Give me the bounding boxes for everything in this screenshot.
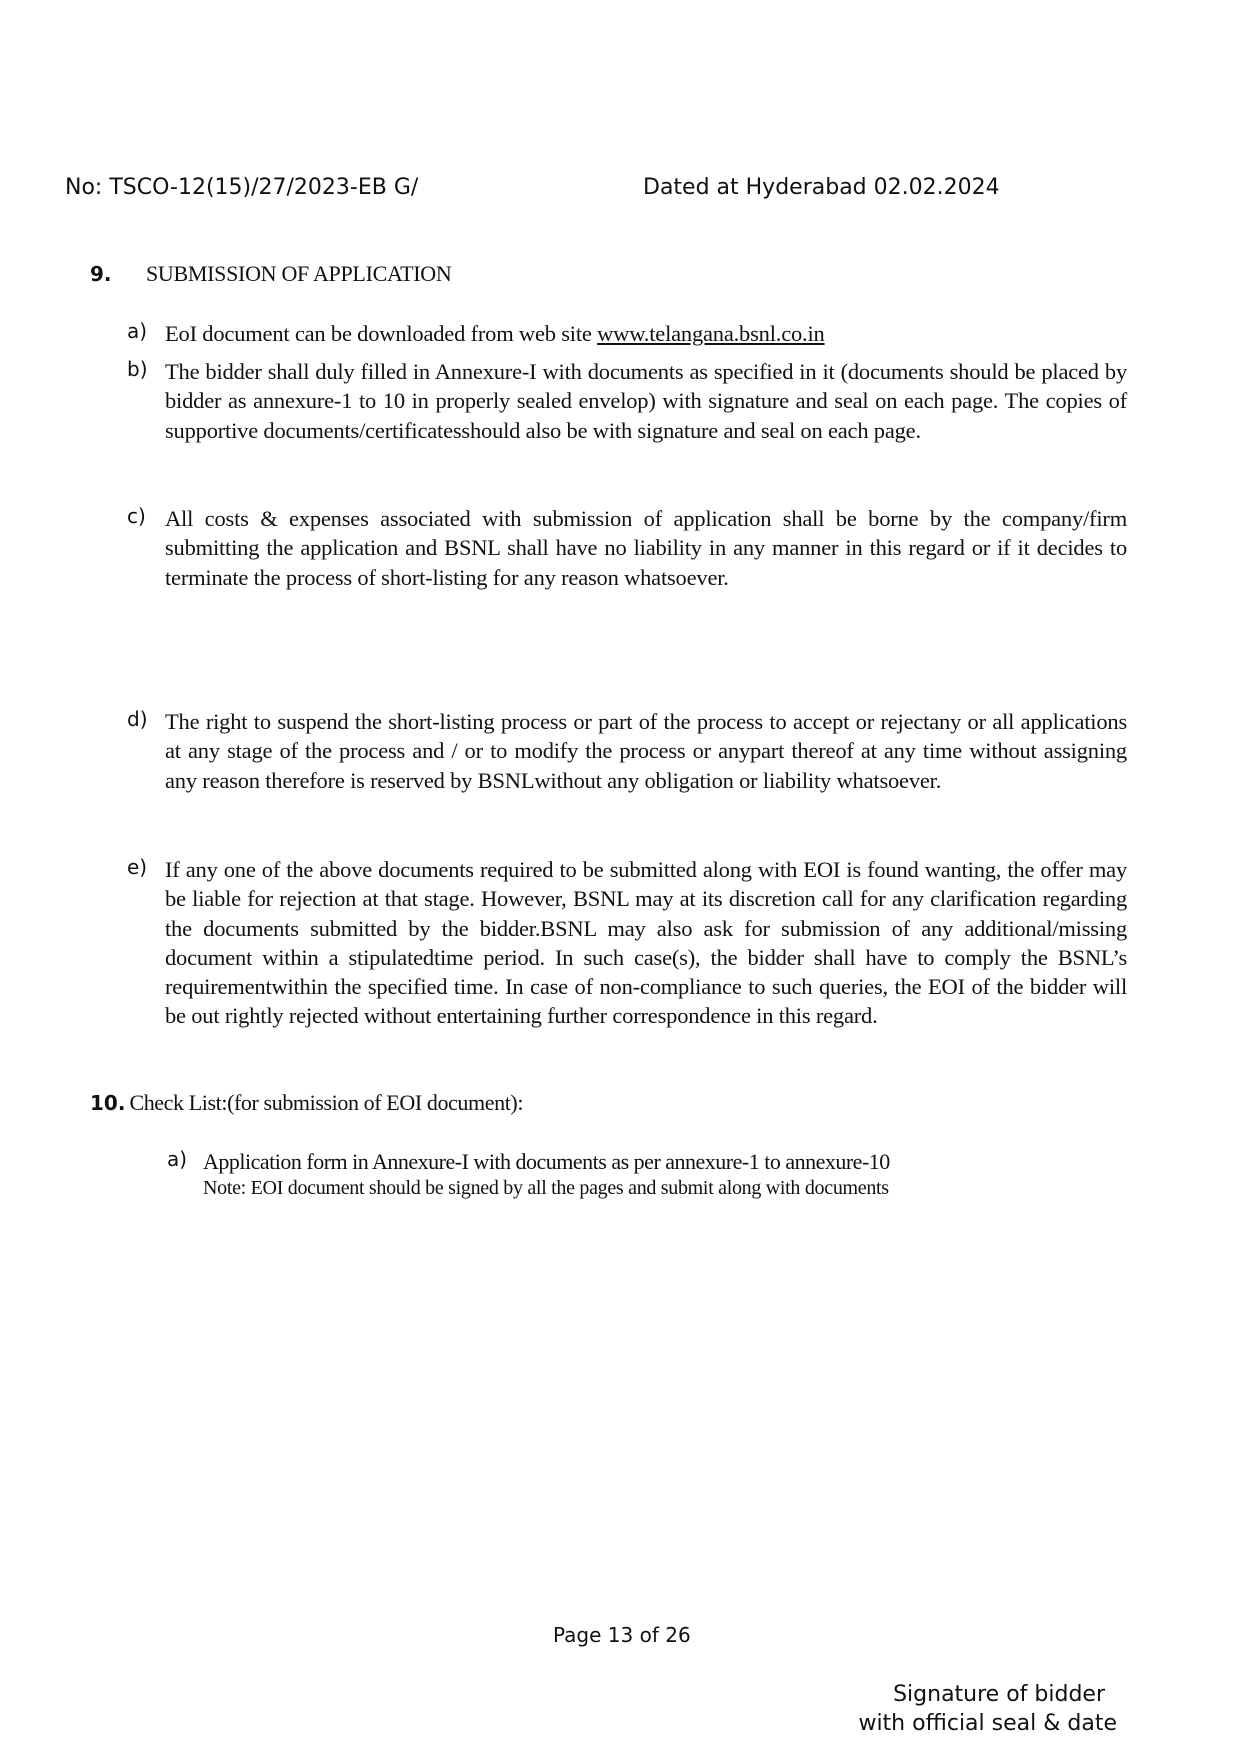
item-text: EoI document can be downloaded from web site <box>165 321 598 346</box>
section-9-number: 9. <box>90 262 112 286</box>
section-9-item-e <box>127 855 1127 1031</box>
website-link[interactable]: www.telangana.bsnl.co.in <box>597 321 825 346</box>
item-text: The right to suspend the short-listing process or part of the process to accept or rejectany or all applications at any stage of the process and / or to modify the process or anypart thereof at any time without assigning any reason therefore is reserved by BSNLwithout any obligation or liability whatsoever. <box>165 709 1127 793</box>
section-9-item-b <box>127 357 1127 445</box>
item-label: e) <box>127 855 148 879</box>
section-9-item-d <box>127 707 1127 795</box>
dated-line: Dated at Hyderabad 02.02.2024 <box>643 175 1000 200</box>
section-9-title: SUBMISSION OF APPLICATION <box>146 261 452 286</box>
section-10-title: Check List:(for submission of EOI document): <box>129 1090 524 1115</box>
item-text: The bidder shall duly filled in Annexure-I with documents as specified in it (documents should be placed by bidder as annexure-1 to 10 in properly sealed envelop) with signature and seal on each page. The copies of supportive documents/certificatesshould also be with signature and seal on each page. <box>165 359 1127 443</box>
page-number: Page 13 of 26 <box>553 1623 691 1647</box>
signature-line-2: with official seal & date <box>858 1711 1117 1736</box>
item-label: a) <box>127 319 148 343</box>
item-label: a) <box>167 1147 188 1171</box>
section-10-heading <box>90 1090 523 1116</box>
reference-number: No: TSCO-12(15)/27/2023-EB G/ <box>65 175 419 200</box>
signature-block <box>858 1680 1117 1738</box>
section-9-item-c <box>127 504 1127 592</box>
item-note: Note: EOI document should be signed by all the pages and submit along with documents <box>203 1177 889 1199</box>
item-label: d) <box>127 707 148 731</box>
item-text: Application form in Annexure-I with documents as per annexure-1 to annexure-10 <box>203 1149 890 1174</box>
section-9-item-a <box>127 319 1127 348</box>
section-10-number: 10. <box>90 1091 126 1115</box>
section-10-item-a <box>167 1147 1087 1200</box>
item-text: All costs & expenses associated with submission of application shall be borne by the company/firm submitting the application and BSNL shall have no liability in any manner in this regard or if it decides to terminate the process of short-listing for any reason whatsoever. <box>165 506 1127 590</box>
signature-line-1: Signature of bidder <box>893 1682 1105 1707</box>
item-label: c) <box>127 504 146 528</box>
item-label: b) <box>127 357 148 381</box>
item-text: If any one of the above documents required to be submitted along with EOI is found wanting, the offer may be liable for rejection at that stage. However, BSNL may at its discretion call for any clarification regarding the documents submitted by the bidder.BSNL may also ask for submission of any additional/missing document within a stipulatedtime period. In such case(s), the bidder shall have to comply the BSNL’s requirementwithin the specified time. In case of non-compliance to such queries, the EOI of the bidder will be out rightly rejected without entertaining further correspondence in this regard. <box>165 857 1127 1029</box>
